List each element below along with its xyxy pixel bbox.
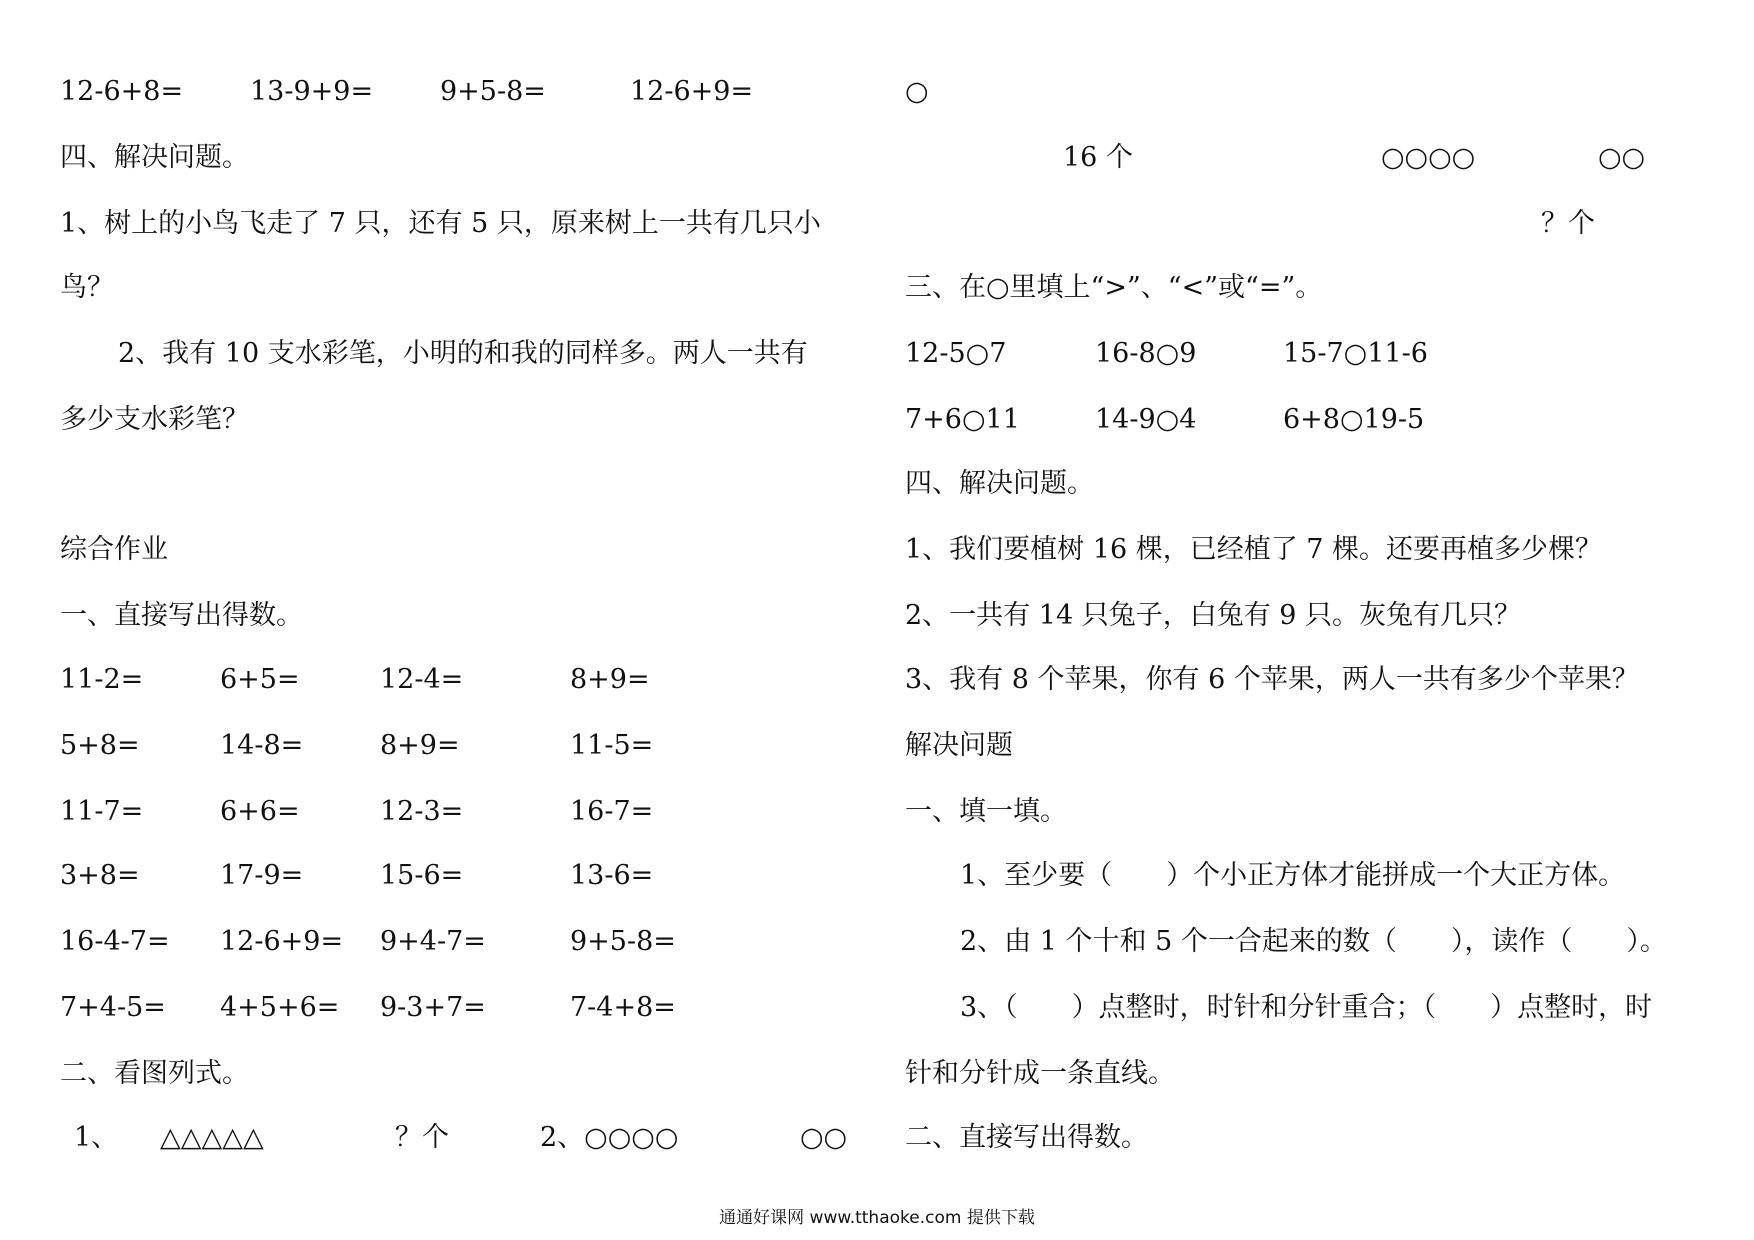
arith-item: 12-6+9= xyxy=(630,76,754,107)
arith-item: 13-6= xyxy=(570,860,654,891)
item-number: 1、 xyxy=(74,1122,119,1153)
section-heading: 四、解决问题。 xyxy=(905,468,1094,499)
compare-item: 6+8○19-5 xyxy=(1283,404,1425,435)
compare-item: 12-5○7 xyxy=(905,338,1007,369)
count-label: 16 个 xyxy=(1063,142,1133,173)
arith-item: 4+5+6= xyxy=(220,992,340,1023)
compare-item: 14-9○4 xyxy=(1095,404,1197,435)
circle-shape: ○ xyxy=(905,76,929,107)
compare-item: 15-7○11-6 xyxy=(1283,338,1428,369)
section-title: 综合作业 xyxy=(60,534,168,565)
problem-text: 多少支水彩笔？ xyxy=(60,404,249,435)
question-count: ？个 xyxy=(1541,208,1595,239)
arith-item: 7-4+8= xyxy=(570,992,676,1023)
circle-shapes: 2、○○○○ xyxy=(540,1122,679,1153)
arith-item: 8+9= xyxy=(570,664,650,695)
section-heading: 一、填一填。 xyxy=(905,796,1067,827)
arith-item: 16-4-7= xyxy=(60,926,170,957)
fill-item: 1、至少要（ ）个小正方体才能拼成一个大正方体。 xyxy=(960,860,1626,891)
section-heading: 二、看图列式。 xyxy=(60,1058,249,1089)
footer-text: 通通好课网 www.tthaoke.com 提供下载 xyxy=(719,1208,1035,1228)
arith-item: 16-7= xyxy=(570,796,654,827)
arith-item: 6+5= xyxy=(220,664,300,695)
arith-item: 6+6= xyxy=(220,796,300,827)
arith-item: 12-6+8= xyxy=(60,76,184,107)
fill-item: 针和分针成一条直线。 xyxy=(905,1058,1175,1089)
circle-shapes: ○○ xyxy=(800,1122,848,1153)
arith-item: 5+8= xyxy=(60,730,140,761)
arith-item: 7+4-5= xyxy=(60,992,166,1023)
problem-text: 1、树上的小鸟飞走了 7 只，还有 5 只，原来树上一共有几只小 xyxy=(60,208,821,239)
circle-shapes: ○○○○ xyxy=(1381,142,1476,173)
arith-item: 12-4= xyxy=(380,664,464,695)
section-heading: 一、直接写出得数。 xyxy=(60,600,303,631)
arith-item: 11-5= xyxy=(570,730,654,761)
triangle-shapes: △△△△△ xyxy=(160,1122,264,1153)
section-heading: 三、在○里填上“>”、“<”或“=”。 xyxy=(905,272,1323,303)
problem-text: 1、我们要植树 16 棵，已经植了 7 棵。还要再植多少棵？ xyxy=(905,534,1603,565)
circle-shapes: ○○ xyxy=(1598,142,1646,173)
section-heading: 二、直接写出得数。 xyxy=(905,1122,1148,1153)
question-count: ？个 xyxy=(395,1122,449,1153)
compare-item: 16-8○9 xyxy=(1095,338,1197,369)
arith-item: 12-3= xyxy=(380,796,464,827)
arith-item: 12-6+9= xyxy=(220,926,344,957)
arith-item: 8+9= xyxy=(380,730,460,761)
arith-item: 11-7= xyxy=(60,796,144,827)
arith-item: 13-9+9= xyxy=(250,76,374,107)
fill-item: 3、（ ）点整时，时针和分针重合；（ ）点整时，时 xyxy=(960,992,1653,1023)
section-heading: 四、解决问题。 xyxy=(60,142,249,173)
compare-item: 7+6○11 xyxy=(905,404,1020,435)
arith-item: 9+4-7= xyxy=(380,926,486,957)
arith-item: 9+5-8= xyxy=(570,926,676,957)
section-title: 解决问题 xyxy=(905,730,1013,761)
problem-text: 3、我有 8 个苹果，你有 6 个苹果，两人一共有多少个苹果？ xyxy=(905,664,1639,695)
arith-item: 14-8= xyxy=(220,730,304,761)
arith-item: 9+5-8= xyxy=(440,76,546,107)
arith-item: 11-2= xyxy=(60,664,144,695)
arith-item: 9-3+7= xyxy=(380,992,486,1023)
problem-text: 2、我有 10 支水彩笔，小明的和我的同样多。两人一共有 xyxy=(118,338,808,369)
problem-text: 鸟？ xyxy=(60,272,114,303)
problem-text: 2、一共有 14 只兔子，白兔有 9 只。灰兔有几只？ xyxy=(905,600,1522,631)
arith-item: 17-9= xyxy=(220,860,304,891)
arith-item: 15-6= xyxy=(380,860,464,891)
arith-item: 3+8= xyxy=(60,860,140,891)
fill-item: 2、由 1 个十和 5 个一合起来的数（ ），读作（ ）。 xyxy=(960,926,1667,957)
